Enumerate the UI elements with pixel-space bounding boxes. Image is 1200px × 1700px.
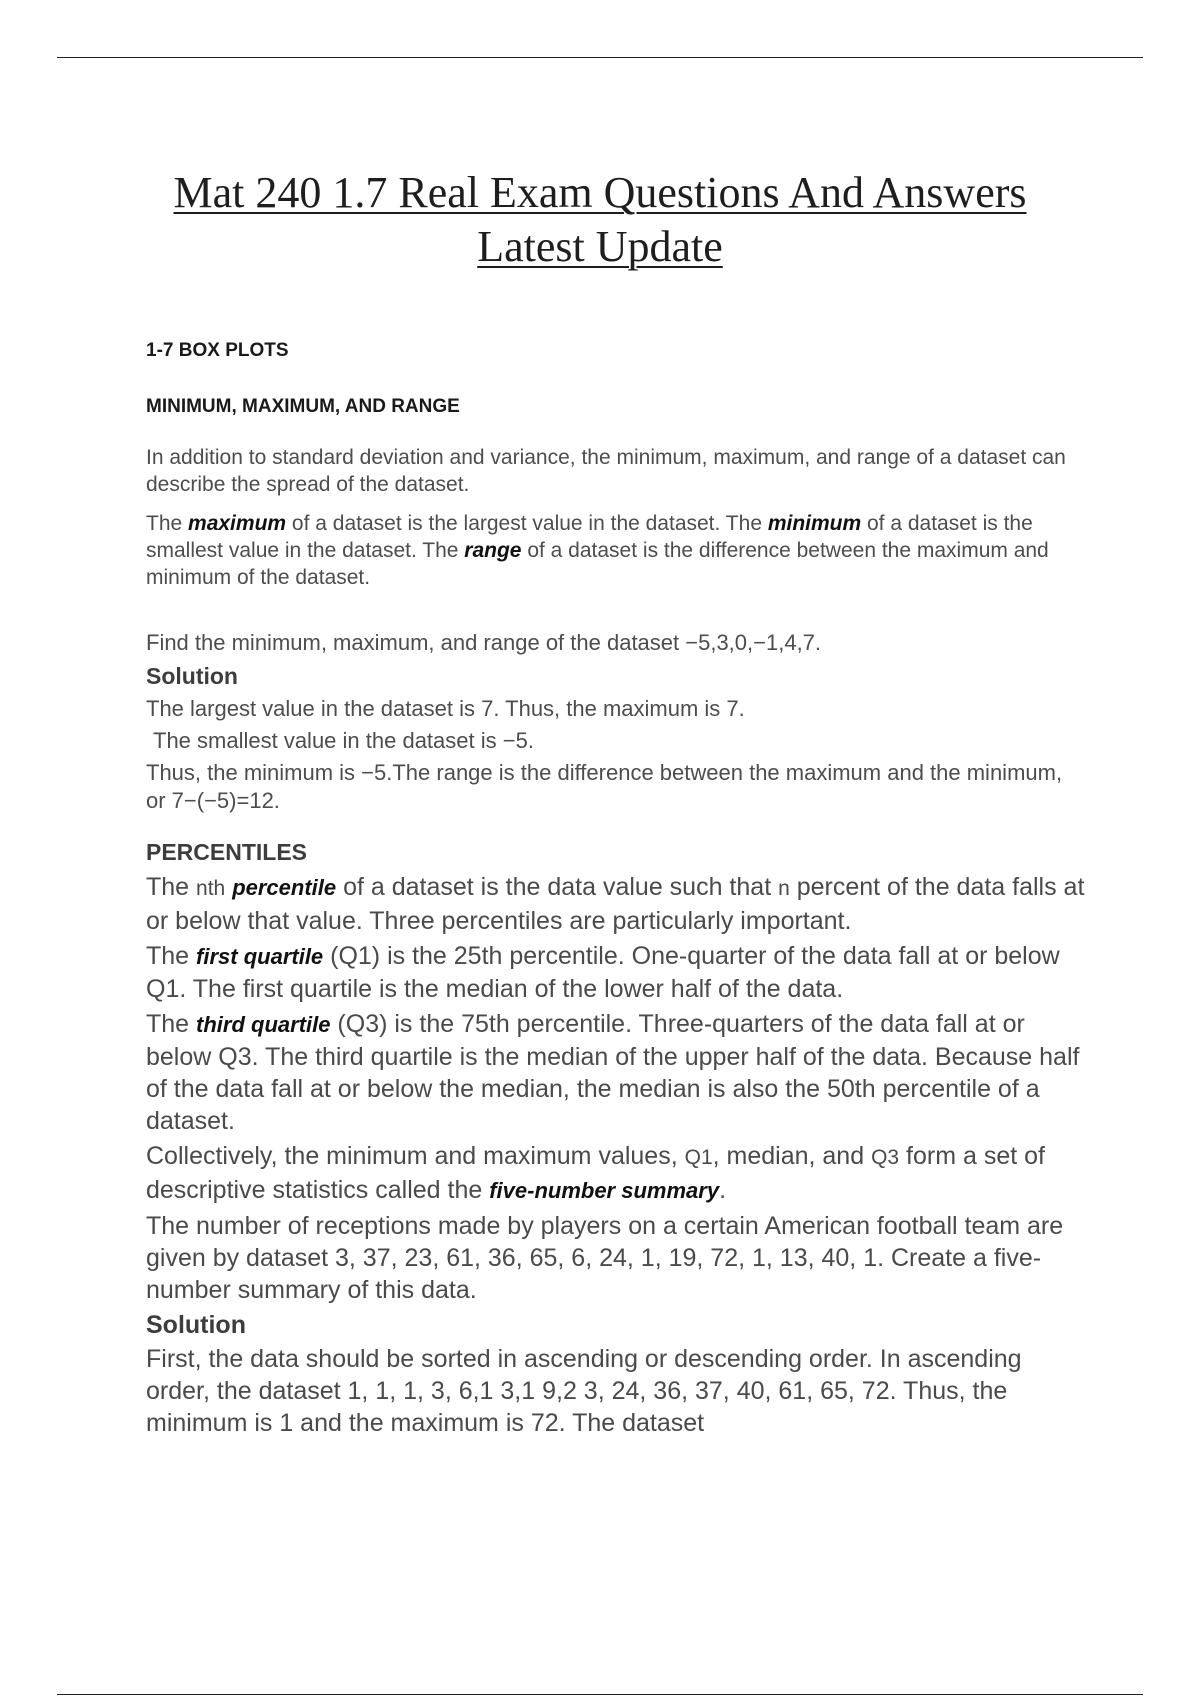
page-title bbox=[0, 166, 1200, 274]
document-body bbox=[146, 340, 1086, 1442]
term-maximum: maximum bbox=[188, 512, 287, 535]
definitions-paragraph: The maximum of a dataset is the largest value in the dataset. The minimum of a dataset is the smallest value in the dataset. The range of a dataset is the difference between the maximum and minimum of the dataset. bbox=[146, 512, 1049, 589]
example-question: Find the minimum, maximum, and range of the dataset −5,3,0,−1,4,7. bbox=[146, 630, 822, 655]
subsection-heading: MINIMUM, MAXIMUM, AND RANGE bbox=[146, 396, 460, 417]
five-number-summary-paragraph: Collectively, the minimum and maximum values, Q1, median, and Q3 form a set of descriptive statistics called the five-number summary. bbox=[146, 1142, 1045, 1204]
term-third-quartile: third quartile bbox=[196, 1012, 331, 1037]
solution-line-2: The smallest value in the dataset is −5. bbox=[153, 728, 534, 753]
football-example-question: The number of receptions made by players on a certain American football team are given by dataset 3, 37, 23, 61, 36, 65, 6, 24, 1, 19, 72, 1, 13, 40, 1. Create a five-number summary of this data. bbox=[146, 1212, 1064, 1304]
solution-label: Solution bbox=[146, 663, 238, 689]
term-first-quartile: first quartile bbox=[196, 944, 324, 969]
first-quartile-paragraph: The first quartile (Q1) is the 25th percentile. One-quarter of the data fall at or below Q1. The first quartile is the median of the lower half of the data. bbox=[146, 942, 1060, 1003]
percentile-definition: The nth percentile of a dataset is the data value such that n percent of the data falls at or below that value. Three percentiles are particularly important. bbox=[146, 873, 1085, 935]
title-line-1: Mat 240 1.7 Real Exam Questions And Answers bbox=[173, 168, 1027, 217]
title-line-2: Latest Update bbox=[477, 222, 723, 271]
football-solution-paragraph: First, the data should be sorted in ascending or descending order. In ascending order, the dataset 1, 1, 1, 3, 6,1 3,1 9,2 3, 24, 36, 37, 40, 61, 65, 72. Thus, the minimum is 1 and the maximum is 72. The dataset bbox=[146, 1345, 1022, 1437]
intro-paragraph: In addition to standard deviation and variance, the minimum, maximum, and range of a dataset can describe the spread of the dataset. bbox=[146, 446, 1066, 496]
term-minimum: minimum bbox=[767, 512, 862, 535]
percentiles-heading: PERCENTILES bbox=[146, 839, 308, 865]
third-quartile-paragraph: The third quartile (Q3) is the 75th percentile. Three-quarters of the data fall at or below Q3. The third quartile is the median of the upper half of the data. Because half of the data fall at or below the median, the median is also the 50th percentile of a dataset. bbox=[146, 1010, 1080, 1135]
term-percentile: percentile bbox=[232, 875, 337, 900]
solution-line-1: The largest value in the dataset is 7. Thus, the maximum is 7. bbox=[146, 696, 745, 721]
term-five-number-summary: five-number summary bbox=[489, 1178, 720, 1203]
bottom-rule bbox=[57, 1694, 1143, 1695]
solution-label-2: Solution bbox=[146, 1311, 246, 1339]
top-rule bbox=[57, 57, 1143, 58]
section-heading: 1-7 BOX PLOTS bbox=[146, 340, 289, 361]
term-range: range bbox=[464, 539, 522, 562]
solution-line-3: Thus, the minimum is −5.The range is the difference between the maximum and the minimum, or 7−(−5)=12. bbox=[146, 760, 1063, 813]
